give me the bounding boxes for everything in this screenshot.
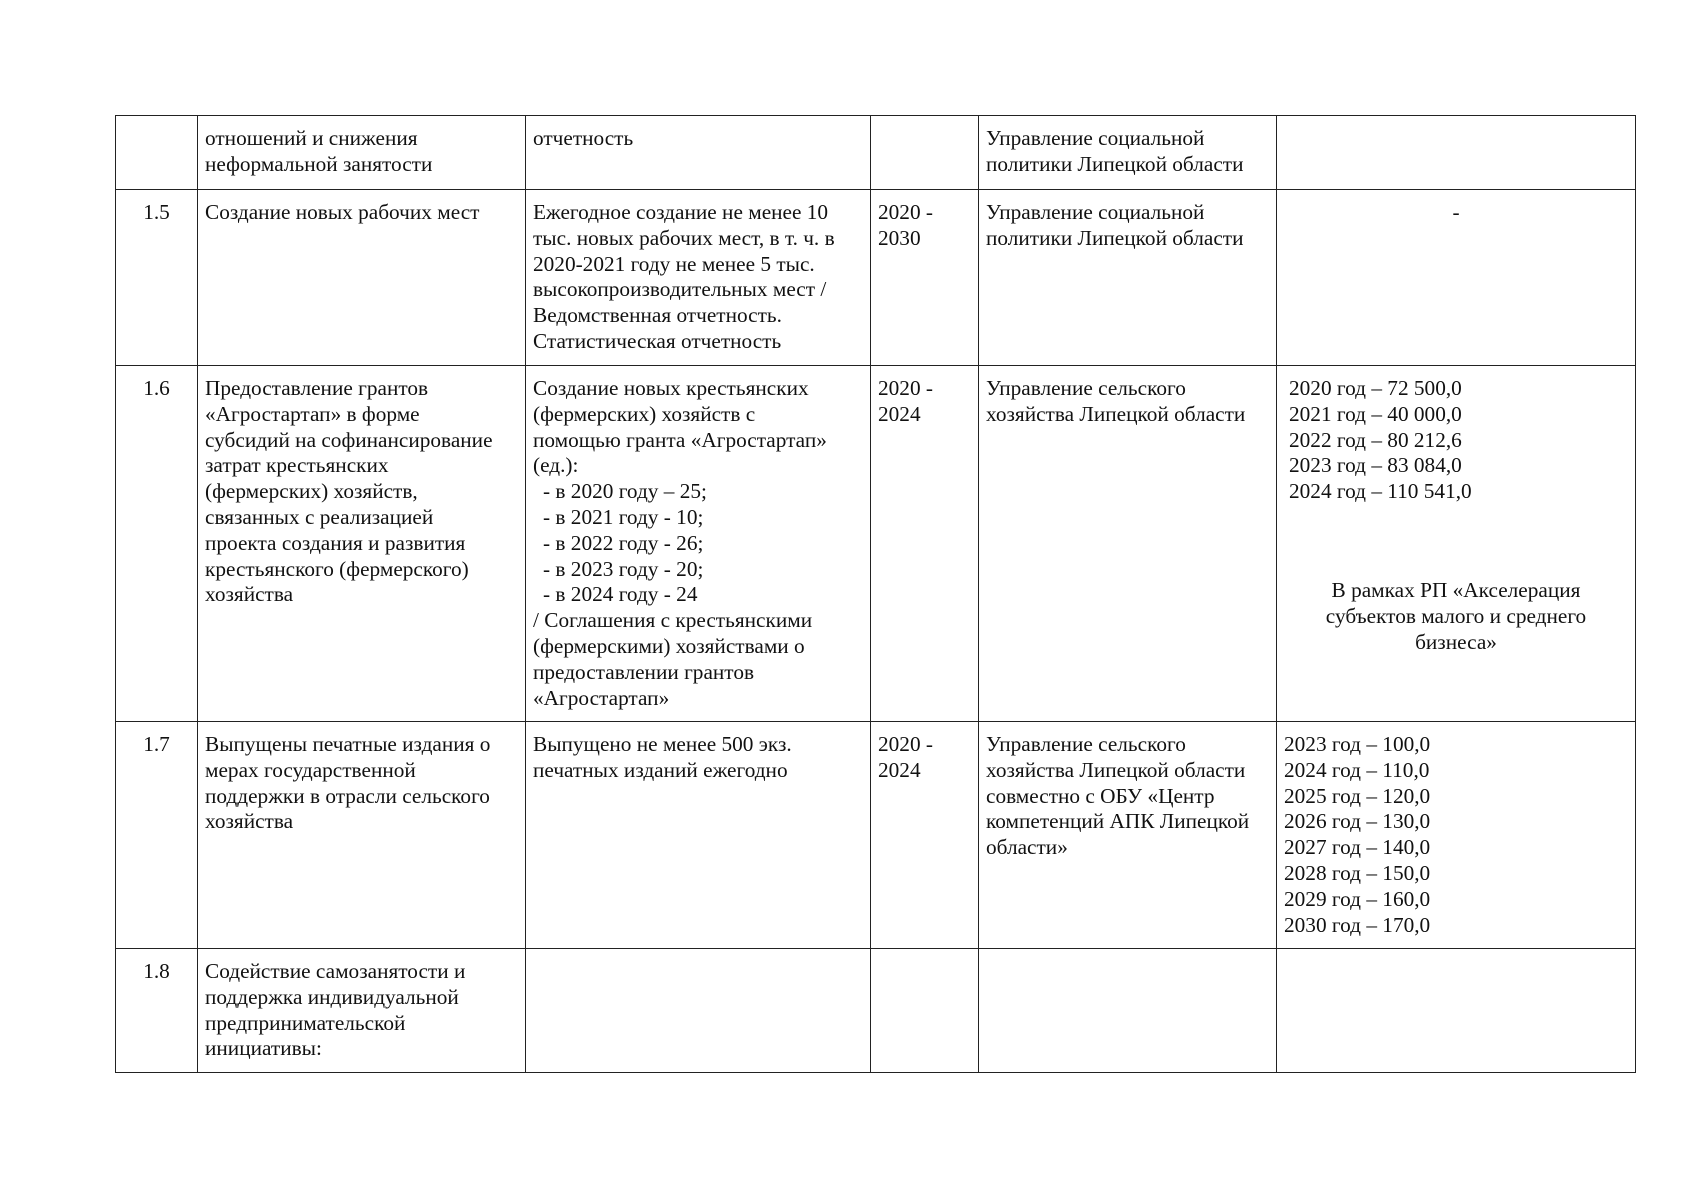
text-line: Управление сельского [986,376,1186,400]
executor-cell [979,722,1277,949]
text-line: Статистическая отчетность [533,328,782,353]
text-line: затрат крестьянских [205,453,389,478]
text-line: Создание новых крестьянских [533,376,809,400]
row-number-cell [116,116,198,190]
text-line: отношений и снижения [205,126,418,150]
list-item: - в 2023 году - 20; [543,556,704,581]
text-line: поддержка индивидуальной [205,984,459,1009]
text-line: поддержки в отрасли сельского [205,783,490,808]
text-line: инициативы: [205,1036,322,1061]
text-line: Ведомственная отчетность. [533,303,782,328]
text-line: политики Липецкой области [986,151,1244,176]
finance-line: 2025 год – 120,0 [1284,783,1431,808]
finance-cell [1277,116,1636,190]
table-row [116,949,1636,1073]
text-line: Содействие самозанятости и [205,959,466,983]
text-line: Управление социальной [986,200,1205,224]
executor-cell [979,366,1277,722]
row-number: 1.7 [143,732,170,756]
measures-table [115,115,1636,1073]
result-cell [526,190,871,366]
text-line: тыс. новых рабочих мест, в т. ч. в [533,225,835,250]
measure-name-cell [198,116,526,190]
text-line: высокопроизводительных мест / [533,277,827,302]
list-item: - в 2021 году - 10; [543,504,704,529]
finance-cell [1277,190,1636,366]
measure-name-cell [198,190,526,366]
finance-line: 2029 год – 160,0 [1284,886,1431,911]
text-line: неформальной занятости [205,151,433,176]
list-item: - в 2024 году - 24 [543,582,698,607]
period-cell [871,722,979,949]
text-line: совместно с ОБУ «Центр [986,783,1215,808]
period-cell [871,366,979,722]
text-line: (ед.): [533,453,579,478]
text-line: хозяйства Липецкой области [986,757,1246,782]
row-number: 1.5 [143,200,170,224]
text-line: (фермерских) хозяйств, [205,479,418,504]
text-line: Выпущены печатные издания о [205,732,491,756]
text-line: «Агростартап» [533,685,670,710]
result-cell [526,366,871,722]
finance-line: 2023 год – 83 084,0 [1289,453,1462,478]
finance-line: 2022 год – 80 212,6 [1289,427,1462,452]
text-line: 2020-2021 году не менее 5 тыс. [533,251,815,276]
measure-name-cell [198,949,526,1073]
finance-line: 2027 год – 140,0 [1284,835,1431,860]
period-cell [871,949,979,1073]
text-line: (фермерскими) хозяйствами о [533,633,805,658]
text-line: хозяйства [205,809,294,834]
finance-line: 2024 год – 110 541,0 [1289,479,1472,504]
text-line: Управление социальной [986,126,1205,150]
row-number: 1.6 [143,376,170,400]
text-line: хозяйства Липецкой области [986,401,1246,426]
row-number-cell [116,366,198,722]
text-line: 2024 [878,401,921,426]
period-cell [871,116,979,190]
text-line: компетенций АПК Липецкой [986,809,1250,834]
text-line: Выпущено не менее 500 экз. [533,732,792,756]
finance-line: 2023 год – 100,0 [1284,732,1431,756]
text-line: бизнеса» [1415,629,1497,654]
finance-cell [1277,366,1636,722]
text-line: связанных с реализацией [205,504,434,529]
row-number-cell [116,190,198,366]
text-line: мерах государственной [205,757,416,782]
finance-line: 2026 год – 130,0 [1284,809,1431,834]
text-line: Ежегодное создание не менее 10 [533,200,829,224]
measure-name-cell [198,722,526,949]
text-line: - [1452,200,1460,224]
text-line: Создание новых рабочих мест [205,200,480,224]
executor-cell [979,190,1277,366]
table-row [116,722,1636,949]
text-line: «Агростартап» в форме [205,401,420,426]
text-line: 2030 [878,225,921,250]
text-line: политики Липецкой области [986,225,1244,250]
text-line: 2024 [878,757,921,782]
text-line: хозяйства [205,582,294,607]
finance-note [1284,578,1628,655]
finance-line: 2030 год – 170,0 [1284,912,1431,937]
result-cell [526,116,871,190]
table-row [116,366,1636,722]
table-row [116,190,1636,366]
text-line: 2020 - [878,732,934,756]
finance-cell [1277,949,1636,1073]
text-line: В рамках РП «Акселерация [1331,577,1581,602]
result-cell [526,949,871,1073]
text-line: (фермерских) хозяйств с [533,401,756,426]
finance-cell [1277,722,1636,949]
text-line: проекта создания и развития [205,530,466,555]
finance-line: 2024 год – 110,0 [1284,757,1430,782]
row-number: 1.8 [143,959,170,983]
row-number-cell [116,949,198,1073]
text-line: предпринимательской [205,1010,406,1035]
finance-line: 2020 год – 72 500,0 [1289,376,1462,400]
text-line: области» [986,835,1068,860]
measure-name-cell [198,366,526,722]
text-line: / Соглашения с крестьянскими [533,608,813,633]
finance-line: 2028 год – 150,0 [1284,860,1431,885]
text-line: помощью гранта «Агростартап» [533,427,827,452]
row-number-cell [116,722,198,949]
executor-cell [979,116,1277,190]
list-item: - в 2022 году - 26; [543,530,704,555]
table-row [116,116,1636,190]
text-line: 2020 - [878,200,934,224]
text-line: Управление сельского [986,732,1186,756]
text-line: печатных изданий ежегодно [533,757,788,782]
text-line: отчетность [533,126,634,150]
text-line: предоставлении грантов [533,659,755,684]
text-line: 2020 - [878,376,934,400]
text-line: крестьянского (фермерского) [205,556,469,581]
text-line: субъектов малого и среднего [1325,603,1587,628]
list-item: - в 2020 году – 25; [543,479,707,504]
period-cell [871,190,979,366]
finance-line: 2021 год – 40 000,0 [1289,401,1462,426]
executor-cell [979,949,1277,1073]
text-line: субсидий на софинансирование [205,427,493,452]
result-cell [526,722,871,949]
text-line: Предоставление грантов [205,376,429,400]
